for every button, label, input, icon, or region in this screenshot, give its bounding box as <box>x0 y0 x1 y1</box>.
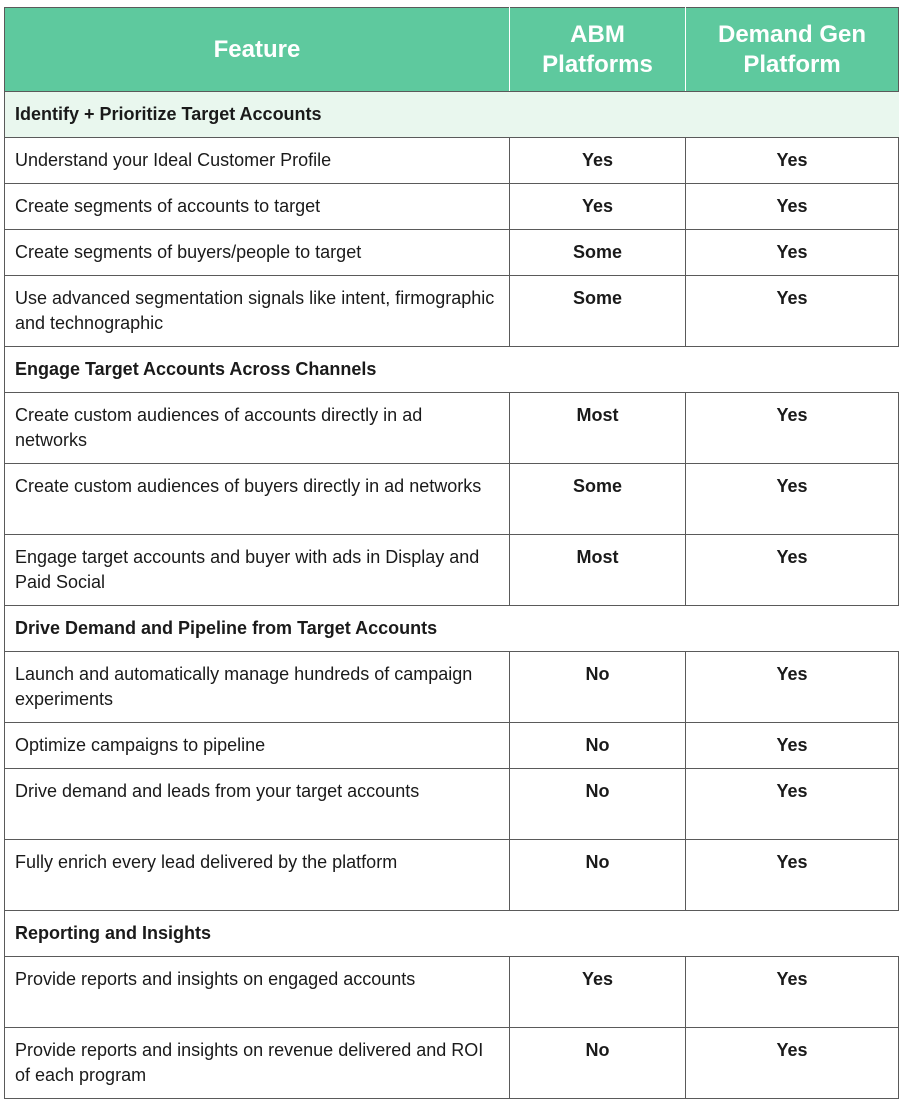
table-row <box>5 230 899 276</box>
demand-gen-value-cell: Yes <box>686 184 899 230</box>
feature-cell: Fully enrich every lead delivered by the platform <box>5 840 510 911</box>
demand-gen-value-cell: Yes <box>686 957 899 1028</box>
feature-cell: Provide reports and insights on revenue delivered and ROI of each program <box>5 1028 510 1099</box>
abm-value-cell: No <box>510 1028 686 1099</box>
feature-cell: Create segments of accounts to target <box>5 184 510 230</box>
demand-gen-value-cell: Yes <box>686 138 899 184</box>
table-row <box>5 957 899 1028</box>
feature-cell: Launch and automatically manage hundreds of campaign experiments <box>5 652 510 723</box>
feature-cell: Create custom audiences of accounts directly in ad networks <box>5 393 510 464</box>
header-row <box>5 8 899 92</box>
demand-gen-value-cell: Yes <box>686 393 899 464</box>
table-row <box>5 769 899 840</box>
section-header-row <box>5 347 899 393</box>
abm-value-cell: Yes <box>510 138 686 184</box>
demand-gen-value-cell: Yes <box>686 276 899 347</box>
feature-cell: Engage target accounts and buyer with ads in Display and Paid Social <box>5 535 510 606</box>
abm-value-cell: Most <box>510 393 686 464</box>
abm-value-cell: Some <box>510 464 686 535</box>
table-row <box>5 184 899 230</box>
section-title: Drive Demand and Pipeline from Target Accounts <box>5 606 899 652</box>
header-abm-line2: Platforms <box>542 50 653 78</box>
feature-cell: Drive demand and leads from your target accounts <box>5 769 510 840</box>
abm-value-cell: Yes <box>510 184 686 230</box>
section-header-row <box>5 606 899 652</box>
demand-gen-value-cell: Yes <box>686 652 899 723</box>
section-title: Reporting and Insights <box>5 911 899 957</box>
table-row <box>5 276 899 347</box>
demand-gen-value-cell: Yes <box>686 464 899 535</box>
table-body <box>5 92 899 1099</box>
abm-value-cell: Most <box>510 535 686 606</box>
demand-gen-value-cell: Yes <box>686 840 899 911</box>
header-abm-platforms <box>510 8 686 92</box>
section-title: Identify + Prioritize Target Accounts <box>5 92 899 138</box>
header-demand-gen-platform <box>686 8 899 92</box>
table-row <box>5 1028 899 1099</box>
header-dg-line2: Platform <box>743 50 841 78</box>
table-header <box>5 8 899 92</box>
abm-value-cell: No <box>510 652 686 723</box>
header-abm-line1: ABM <box>570 20 625 48</box>
abm-value-cell: Yes <box>510 957 686 1028</box>
section-header-row <box>5 911 899 957</box>
abm-value-cell: No <box>510 769 686 840</box>
demand-gen-value-cell: Yes <box>686 769 899 840</box>
feature-cell: Understand your Ideal Customer Profile <box>5 138 510 184</box>
table-row <box>5 652 899 723</box>
table-row <box>5 464 899 535</box>
feature-cell: Use advanced segmentation signals like intent, firmographic and technographic <box>5 276 510 347</box>
demand-gen-value-cell: Yes <box>686 723 899 769</box>
abm-value-cell: Some <box>510 230 686 276</box>
feature-cell: Optimize campaigns to pipeline <box>5 723 510 769</box>
demand-gen-value-cell: Yes <box>686 230 899 276</box>
feature-cell: Create segments of buyers/people to target <box>5 230 510 276</box>
header-feature: Feature <box>5 8 510 92</box>
abm-value-cell: No <box>510 723 686 769</box>
table-row <box>5 138 899 184</box>
table-row <box>5 393 899 464</box>
section-header-row <box>5 92 899 138</box>
section-title: Engage Target Accounts Across Channels <box>5 347 899 393</box>
comparison-table <box>4 7 899 1099</box>
abm-value-cell: No <box>510 840 686 911</box>
table-row <box>5 535 899 606</box>
table-row <box>5 840 899 911</box>
demand-gen-value-cell: Yes <box>686 1028 899 1099</box>
header-dg-line1: Demand Gen <box>717 20 867 48</box>
feature-cell: Create custom audiences of buyers directly in ad networks <box>5 464 510 535</box>
table-row <box>5 723 899 769</box>
abm-value-cell: Some <box>510 276 686 347</box>
demand-gen-value-cell: Yes <box>686 535 899 606</box>
feature-cell: Provide reports and insights on engaged accounts <box>5 957 510 1028</box>
